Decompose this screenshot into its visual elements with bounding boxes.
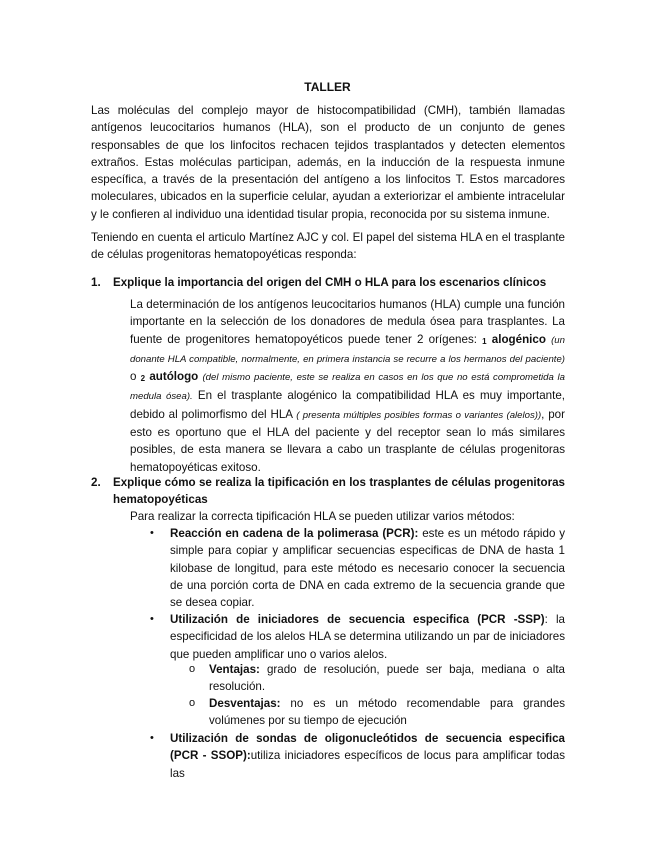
disadvantages-label: Desventajas: bbox=[209, 697, 281, 710]
origin-1-term: alogénico bbox=[491, 332, 546, 346]
answer-1-part3: , por esto es oportuno que el HLA del paciente y del receptor sean lo más similares posibles, de esta manera se llevara a cabo un trasplante de células progenitoras hematopoyéticas exitoso. bbox=[130, 407, 565, 474]
origin-2-term: autólogo bbox=[149, 370, 199, 384]
method-pcr-text: este es un método rápido y simple para copiar y amplificar secuencias especificas de DNA de hasta 1 kilobase de longitud, para este método es necesario conocer la secuencia de una porción corta de DNA en cada extremo de la secuencia grande que se desea copiar. bbox=[170, 527, 566, 610]
polymorphism-note: ( presenta múltiples posibles formas o variantes (alelos)) bbox=[296, 409, 542, 421]
advantages-text: grado de resolución, puede ser baja, mediana o alta resolución. bbox=[209, 663, 565, 694]
answer-1-part2: En el trasplante alogénico la compatibilidad HLA es muy importante, debido al polimorfismo del HLA bbox=[130, 389, 565, 421]
bullet-marker: • bbox=[150, 613, 154, 625]
bullet-marker: • bbox=[150, 527, 154, 539]
bullet-marker: • bbox=[150, 732, 154, 744]
method-pcr-name: Reacción en cadena de la polimerasa (PCR): bbox=[170, 527, 419, 540]
method-pcr-ssop-text: utiliza iniciadores específicos de locus para amplificar todas las bbox=[170, 749, 565, 780]
circle-marker: o bbox=[189, 663, 196, 675]
answer-1 bbox=[130, 296, 565, 476]
question-2-number: 2. bbox=[91, 476, 101, 489]
context-paragraph: Teniendo en cuenta el articulo Martínez AJC y col. El papel del sistema HLA en el trasplante de células progenitoras hematopoyéticas responda: bbox=[91, 231, 565, 262]
advantages-label: Ventajas: bbox=[209, 663, 260, 676]
advantages-item bbox=[189, 661, 565, 696]
answer-2-intro: Para realizar la correcta tipificación HLA se pueden utilizar varios métodos: bbox=[130, 510, 515, 523]
answer-1-part1: La determinación de los antígenos leucocitarios humanos (HLA) cumple una función importante en la selección de los donadores de medula ósea para trasplantes. La fuente de progenitores hematopoyéticos puede tener 2 orígenes: bbox=[130, 298, 565, 346]
origin-1-subscript: 1 bbox=[482, 336, 487, 346]
document-title: TALLER bbox=[304, 80, 351, 94]
disadvantages-text: no es un método recomendable para grandes volúmenes por su tiempo de ejecución bbox=[209, 697, 565, 728]
method-pcr bbox=[150, 525, 566, 611]
method-pcr-ssp-text: : la especificidad de los alelos HLA se determina utilizando un par de iniciadores que pueden amplificar uno o varios alelos. bbox=[170, 613, 566, 661]
origin-connector: o bbox=[130, 370, 137, 384]
question-1-number: 1. bbox=[91, 276, 101, 289]
intro-paragraph: Las moléculas del complejo mayor de histocompatibilidad (CMH), también llamadas antígenos leucocitarios humanos (HLA), son el producto de un conjunto de genes responsables de que los linfocitos rechacen tejidos trasplantados y detecten elementos extraños. Estas moléculas participan, además, en la inducción de la respuesta inmune específica, a través de la presentación del antígeno a los linfocitos T. Estos marcadores moleculares, ubicados en la superficie celular, ayudan a exteriorizar el ambiente intracelular y le confieren al individuo una identidad tisular propia, reconocida por su sistema inmune. bbox=[91, 104, 565, 221]
method-pcr-ssop bbox=[150, 730, 565, 782]
question-2 bbox=[91, 474, 565, 509]
question-1-text: Explique la importancia del origen del CMH o HLA para los escenarios clínicos bbox=[113, 276, 547, 289]
method-pcr-ssp bbox=[150, 611, 566, 663]
origin-2-note: (del mismo paciente, este se realiza en casos en los que no está comprometida la medula ósea). bbox=[130, 372, 565, 403]
origin-2-subscript: 2 bbox=[140, 374, 146, 384]
method-pcr-ssop-name: Utilización de sondas de oligonucleótidos de secuencia especifica (PCR - SSOP): bbox=[170, 732, 565, 763]
circle-marker: o bbox=[189, 697, 196, 709]
method-pcr-ssp-name: Utilización de iniciadores de secuencia especifica (PCR -SSP) bbox=[170, 613, 545, 626]
question-1 bbox=[91, 274, 565, 291]
origin-1-note: (un donante HLA compatible, normalmente, en primera instancia se recurre a los hermanos del paciente) bbox=[130, 334, 565, 365]
disadvantages-item bbox=[189, 695, 565, 730]
question-2-text: Explique cómo se realiza la tipificación en los trasplantes de células progenitoras hematopoyéticas bbox=[113, 476, 565, 507]
